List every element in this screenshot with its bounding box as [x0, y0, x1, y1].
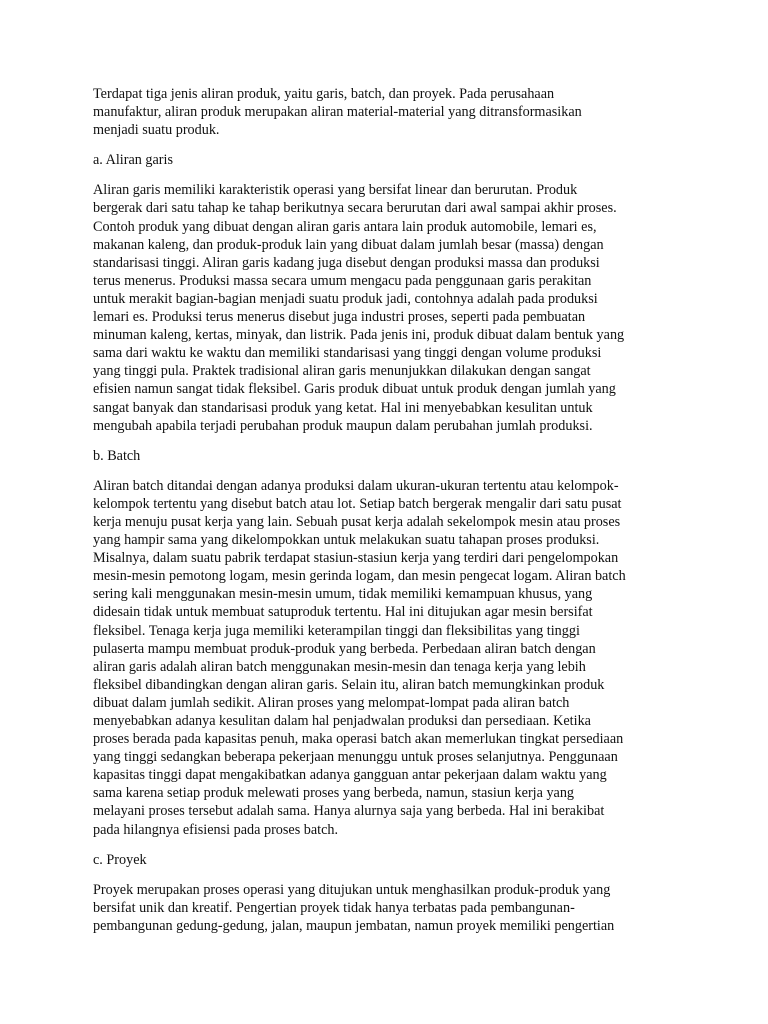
section-heading-aliran-garis: a. Aliran garis	[93, 152, 173, 169]
section-heading-proyek: c. Proyek	[93, 851, 147, 868]
document-body	[93, 85, 683, 947]
section-heading-batch: b. Batch	[93, 447, 141, 464]
intro-paragraph: Terdapat tiga jenis aliran produk, yaitu garis, batch, dan proyek. Pada perusahaan manufaktur, aliran produk merupakan aliran material-material yang ditransformasikan menjadi suatu produk.	[93, 86, 582, 139]
section-body-proyek: Proyek merupakan proses operasi yang ditujukan untuk menghasilkan produk-produk yang bersifat unik dan kreatif. Pengertian proyek tidak hanya terbatas pada pembangunan- pembangunan gedung-gedung, jalan, maupun jembatan, namun proyek memiliki pengertian	[93, 881, 615, 934]
section-body-aliran-garis: Aliran garis memiliki karakteristik operasi yang bersifat linear dan berurutan. Produk bergerak dari satu tahap ke tahap berikutnya secara berurutan dari awal sampai akhir proses. Contoh produk yang dibuat dengan aliran garis antara lain produk automobile, lemari es, makanan kaleng, dan produk-produk lain yang dibuat dalam jumlah besar (massa) dengan standarisasi tinggi. Aliran garis kadang juga disebut dengan produksi massa dan produksi terus menerus. Produksi massa secara umum mengacu pada penggunaan garis perakitan untuk merakit bagian-bagian menjadi suatu produk jadi, contohnya adalah pada produksi lemari es. Produksi terus menerus disebut juga industri proses, seperti pada pembuatan minuman kaleng, kertas, minyak, dan listrik. Pada jenis ini, produk dibuat dalam bentuk yang sama dari waktu ke waktu dan memiliki standarisasi yang tinggi dengan volume produksi yang tinggi pula. Praktek tradisional aliran garis menunjukkan dilakukan dengan sangat efisien namun sangat tidak fleksibel. Garis produk dibuat untuk produk dengan jumlah yang sangat banyak dan standarisasi produk yang ketat. Hal ini menyebabkan kesulitan untuk mengubah apabila terjadi perubahan produk maupun dalam perubahan jumlah produksi.	[93, 182, 625, 434]
section-body-batch: Aliran batch ditandai dengan adanya produksi dalam ukuran-ukuran tertentu atau kelompok- kelompok tertentu yang disebut batch atau lot. Setiap batch bergerak mengalir dari satu pusat kerja menuju pusat kerja yang lain. Sebuah pusat kerja adalah sekelompok mesin atau proses yang hampir sama yang dikelompokkan untuk melakukan suatu tahapan proses produksi. Misalnya, dalam suatu pabrik terdapat stasiun-stasiun kerja yang terdiri dari pengelompokan mesin-mesin pemotong logam, mesin gerinda logam, dan mesin pengecat logam. Aliran batch sering kali menggunakan mesin-mesin umum, tidak memiliki kemampuan khusus, yang didesain tidak untuk membuat satuproduk tertentu. Hal ini ditujukan agar mesin bersifat fleksibel. Tenaga kerja juga memiliki keterampilan tinggi dan fleksibilitas yang tinggi pulaserta mampu membuat produk-produk yang berbeda. Perbedaan aliran batch dengan aliran garis adalah aliran batch menggunakan mesin-mesin dan tenaga kerja yang lebih fleksibel dibandingkan dengan aliran garis. Selain itu, aliran batch memungkinkan produk dibuat dalam jumlah sedikit. Aliran proses yang melompat-lompat pada aliran batch menyebabkan adanya kesulitan dalam hal penjadwalan produksi dan persediaan. Ketika proses berada pada kapasitas penuh, maka operasi batch akan memerlukan tingkat persediaan yang tinggi sedangkan beberapa pekerjaan menunggu untuk proses selanjutnya. Penggunaan kapasitas tinggi dapat mengakibatkan adanya gangguan antar pekerjaan dalam waktu yang sama karena setiap produk melewati proses yang berbeda, namun, stasiun kerja yang melayani proses tersebut adalah sama. Hanya alurnya saja yang berbeda. Hal ini berakibat pada hilangnya efisiensi pada proses batch.	[93, 477, 626, 838]
